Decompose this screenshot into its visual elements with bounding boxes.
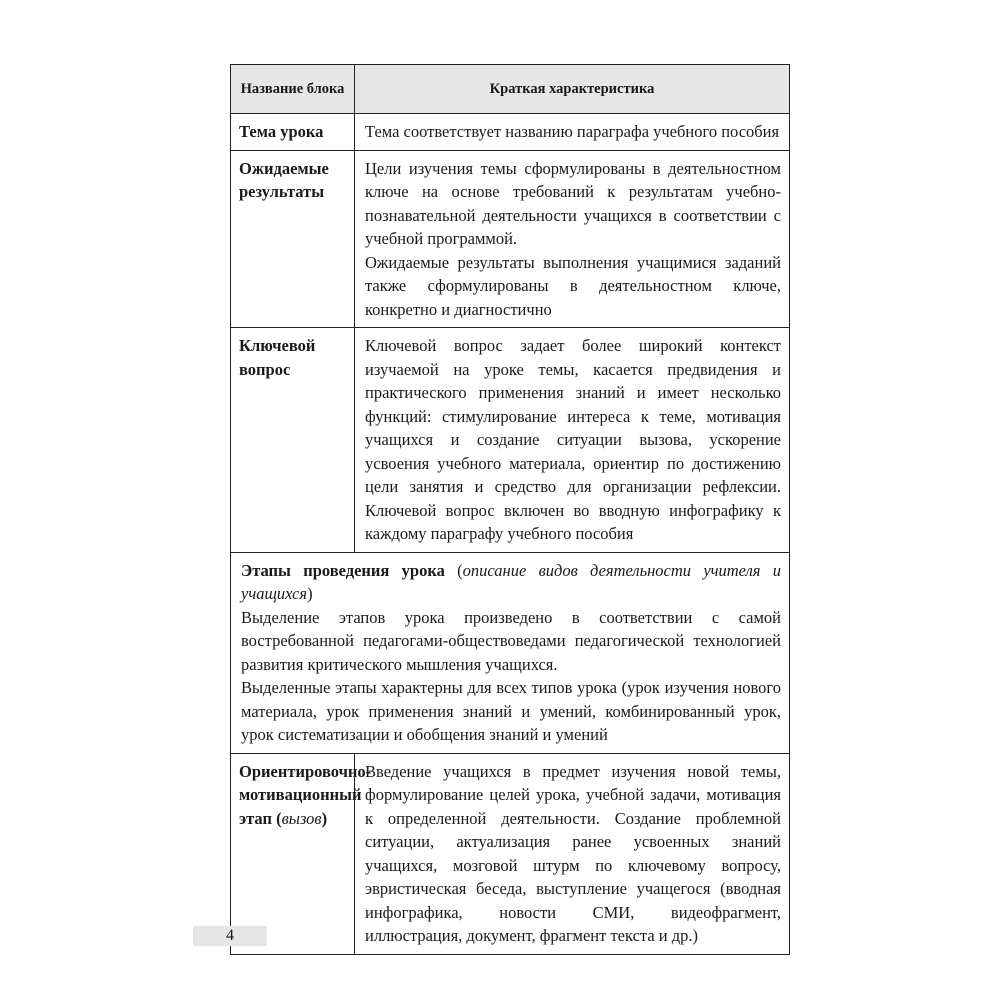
stages-cell	[231, 552, 790, 753]
stages-heading	[241, 559, 781, 606]
paragraph: Введение учащихся в предмет изучения новой темы, формулирование целей урока, учебной задачи, мотивация к определенной деятельности. Создание проблемной ситуации, актуализация ранее усвоенных знаний учащихся, мозговой штурм по ключевому вопросу, эвристическая беседа, выступление учащегося (вводная инфографика, новости СМИ, видеофрагмент, иллюстрация, документ, фрагмент текста и др.)	[365, 761, 781, 945]
row-stage-name: Ориентировочно-мотивационный этап (вызов)	[231, 753, 355, 954]
paragraph: Цели изучения темы сформулированы в деятельностном ключе на основе требований к результатам учебно-познавательной деятельности учащихся в соответствии с учебной программой.	[365, 158, 781, 248]
stage-name-text: Ориентировочно-мотивационный этап	[239, 761, 372, 828]
paragraph: Тема соответствует названию параграфа учебного пособия	[365, 122, 780, 141]
table-row	[231, 150, 790, 328]
table-row	[231, 328, 790, 553]
row-key-question-name: Ключевой вопрос	[231, 328, 355, 553]
row-key-question-text	[355, 328, 790, 553]
paragraph: Выделение этапов урока произведено в соответствии с самой востребованной педагогами-обществоведами педагогической технологией развития критического мышления учащихся.	[241, 607, 781, 674]
page-number: 4	[193, 926, 267, 946]
row-topic-name: Тема урока	[231, 114, 355, 151]
row-stage-text	[355, 753, 790, 954]
paragraph: Ключевой вопрос задает более широкий контекст изучаемой на уроке темы, касается предвидения и практического применения знаний и имеет несколько функций: стимулирование интереса к теме, мотивация учащихся и создание ситуации вызова, ускорение усвоения учебного материала, ориентир по достижению цели занятия и средство для организации рефлексии. Ключевой вопрос включен во вводную инфографику к каждому параграфу учебного пособия	[365, 336, 781, 543]
stages-title: Этапы проведения урока	[241, 560, 445, 580]
row-results-name: Ожидаемые результаты	[231, 150, 355, 328]
paragraph: Выделенные этапы характерны для всех типов урока (урок изучения нового материала, урок применения знаний и умений, комбинированный урок, урок систематизации и обобщения знаний и умений	[241, 678, 781, 744]
table-row	[231, 552, 790, 753]
table-row	[231, 753, 790, 954]
content-table	[230, 64, 790, 955]
paragraph: Ожидаемые результаты выполнения учащимися заданий также сформулированы в деятельностном ключе, конкретно и диагностично	[365, 252, 781, 319]
stages-subtitle: описание видов деятельности учителя и учащихся	[241, 560, 781, 603]
stages-paren-close: )	[307, 584, 313, 603]
row-results-text	[355, 150, 790, 328]
table-header-row	[231, 65, 790, 114]
stages-paren-open: (	[444, 560, 463, 580]
header-block-name: Название блока	[231, 65, 355, 114]
stage-name-em: вызов	[281, 808, 322, 828]
row-topic-text	[355, 114, 790, 151]
header-description: Краткая характеристика	[355, 65, 790, 114]
table-row	[231, 114, 790, 151]
